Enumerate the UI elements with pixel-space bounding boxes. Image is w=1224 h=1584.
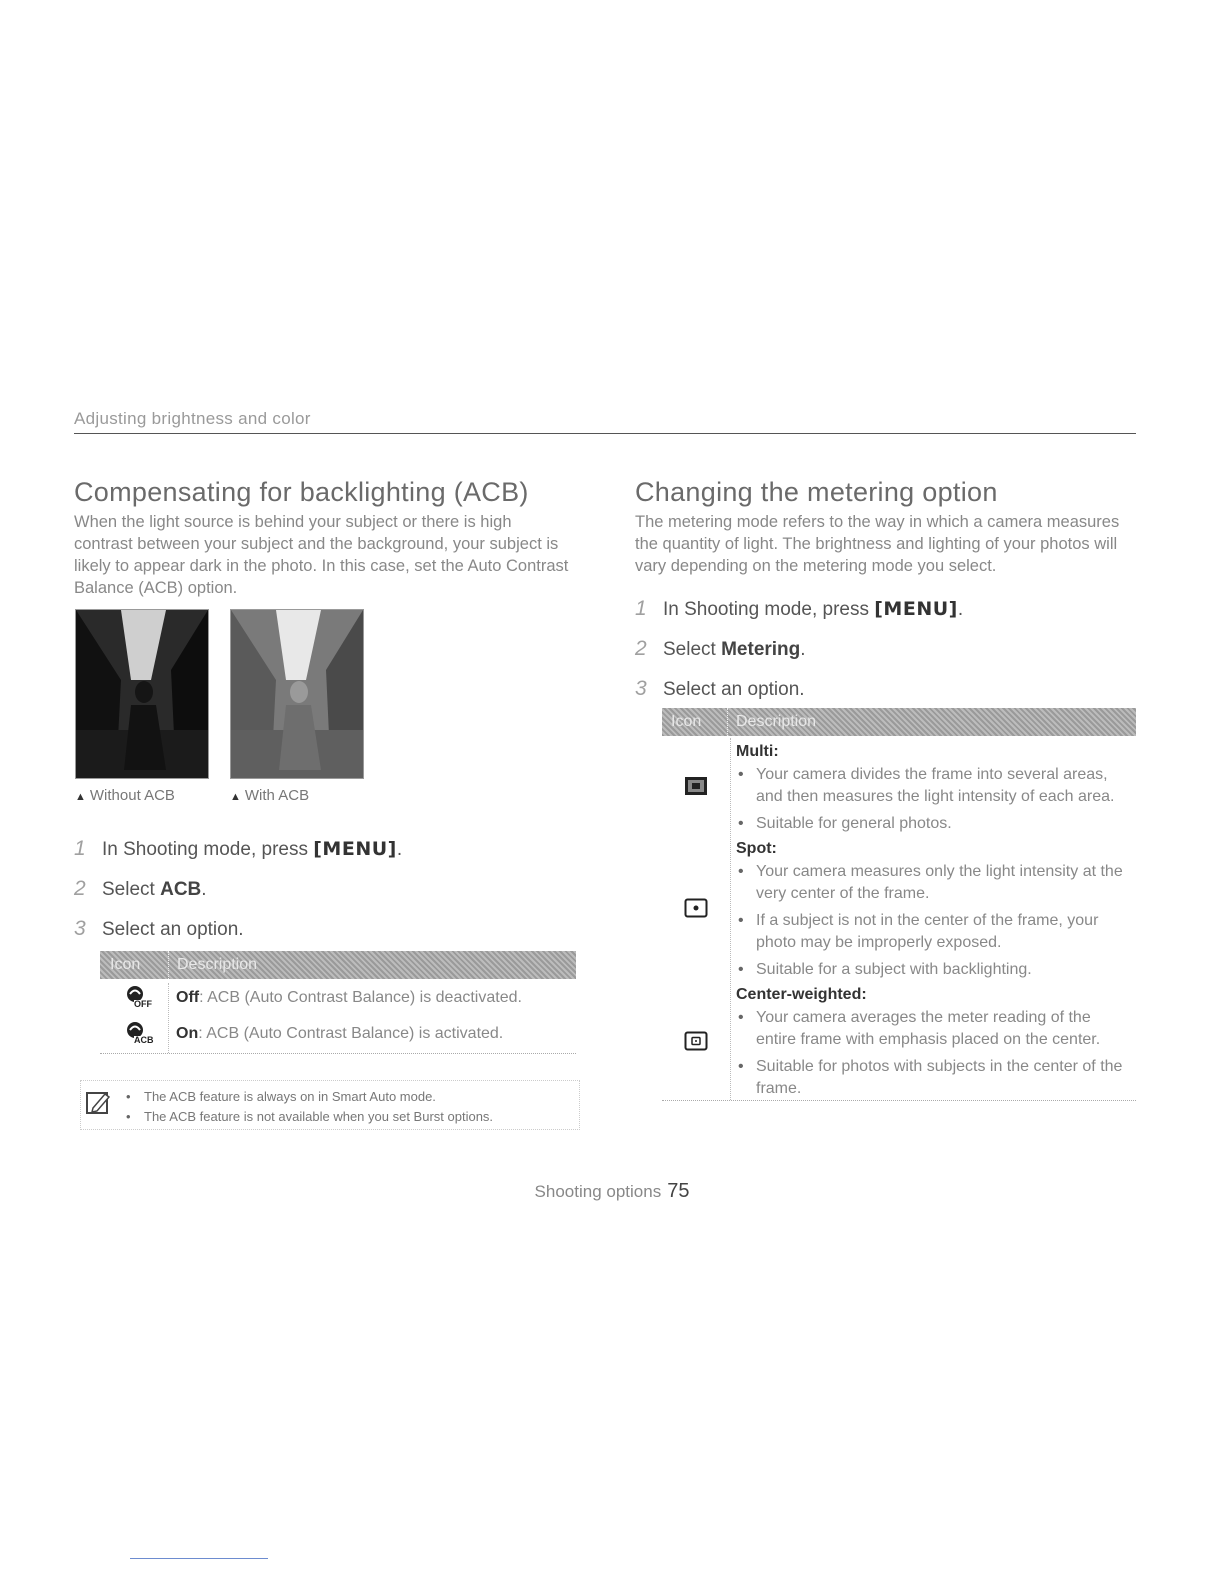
photo-without-acb <box>75 609 209 779</box>
metering-bullet: • If a subject is not in the center of the frame, your photo may be improperly exposed. <box>736 910 1128 955</box>
breadcrumb: Adjusting brightness and color <box>74 409 311 428</box>
metering-intro: The metering mode refers to the way in which a camera measures the quantity of light. The brightness and lighting of your photos will vary depending on the metering mode you select. <box>635 513 1120 575</box>
metering-bullet: • Your camera averages the meter reading of the entire frame with emphasis placed on the center. <box>736 1007 1128 1052</box>
metering-row-center-weighted: Center-weighted: • Your camera averages the meter reading of the entire frame with emphasis placed on the center. • Suitable for photos with subjects in the center of the frame. <box>736 984 1128 1101</box>
acb-row-off: Off: ACB (Auto Contrast Balance) is deactivated. <box>176 989 522 1006</box>
acb-intro: When the light source is behind your subject or there is high contrast between your subject and the background, your subject is likely to appear dark in the photo. In this case, set the Auto Contrast Balance (ACB) option. <box>74 513 569 597</box>
caption-without-acb: ▲ Without ACB <box>75 787 175 804</box>
acb-off-icon: OFF <box>124 984 150 1017</box>
metering-bullet: • Suitable for a subject with backlighting. <box>736 959 1128 982</box>
page-footer <box>0 1180 1224 1203</box>
note-icon <box>86 1090 112 1121</box>
footer-section: Shooting options <box>534 1182 662 1201</box>
acb-step-3: 3 Select an option. <box>74 917 244 940</box>
center-weighted-metering-icon <box>684 1031 708 1056</box>
multi-metering-icon <box>684 776 708 801</box>
note-item: • The ACB feature is always on in Smart Auto mode. <box>124 1087 574 1107</box>
acb-step-2: 2 Select ACB. <box>74 877 207 900</box>
acb-step-1: 1 In Shooting mode, press [MENU]. <box>74 837 403 860</box>
metering-bullet: • Your camera divides the frame into several areas, and then measures the light intensity of each area. <box>736 764 1128 809</box>
acb-row-on: On: ACB (Auto Contrast Balance) is activated. <box>176 1025 504 1042</box>
metering-bullet: • Suitable for photos with subjects in the center of the frame. <box>736 1056 1128 1101</box>
acb-table-header: Icon Description <box>100 951 576 979</box>
header-divider <box>74 433 1136 434</box>
acb-on-icon: ACB <box>124 1020 150 1053</box>
spot-metering-icon <box>684 898 708 923</box>
metering-bullet: • Your camera measures only the light intensity at the very center of the frame. <box>736 861 1128 906</box>
metering-row-spot: Spot: • Your camera measures only the light intensity at the very center of the frame. • If a subject is not in the center of the frame, your photo may be improperly exposed. • Suitable for a subject with backlighting. <box>736 838 1128 981</box>
note-item: • The ACB feature is not available when you set Burst options. <box>124 1107 574 1127</box>
metering-step-3: 3 Select an option. <box>635 677 805 700</box>
metering-table-header: Icon Description <box>662 708 1136 736</box>
link-underline <box>130 1558 268 1559</box>
page-number: 75 <box>667 1180 690 1202</box>
photo-with-acb <box>230 609 364 779</box>
metering-step-1: 1 In Shooting mode, press [MENU]. <box>635 597 964 620</box>
caption-with-acb: ▲ With ACB <box>230 787 310 804</box>
note-list <box>124 1087 574 1127</box>
metering-row-multi: Multi: • Your camera divides the frame into several areas, and then measures the light intensity of each area. • Suitable for general photos. <box>736 741 1128 835</box>
metering-section-title: Changing the metering option <box>635 477 998 507</box>
acb-section-title: Compensating for backlighting (ACB) <box>74 477 529 507</box>
metering-step-2: 2 Select Metering. <box>635 637 806 660</box>
metering-bullet: • Suitable for general photos. <box>736 813 1128 836</box>
